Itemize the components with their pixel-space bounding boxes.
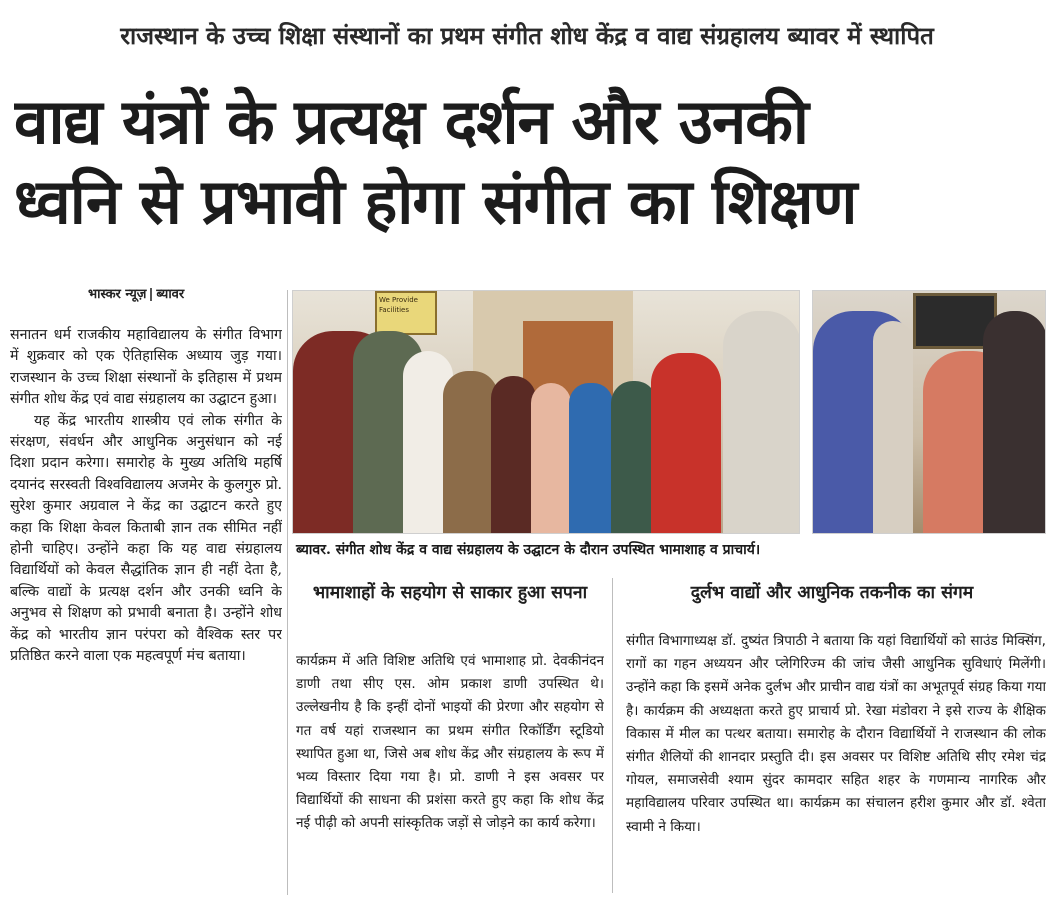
byline-place: ब्यावर — [156, 287, 185, 302]
section-heading-right: दुर्लभ वाद्यों और आधुनिक तकनीक का संगम — [690, 583, 974, 603]
article-mid-column: कार्यक्रम में अति विशिष्ट अतिथि एवं भामाशाह प्रो. देवकीनंदन डाणी तथा सीए एस. ओम प्रकाश डाणी उपस्थित थे। उल्लेखनीय है कि इन्हीं दोनों भाइयों की प्रेरणा और सहयोग से गत वर्ष यहां राजस्थान का प्रथम संगीत रिकॉर्डिंग स्टूडियो स्थापित हुआ था, जिसे अब शोध केंद्र और संग्रहालय के रूप में भव्य विस्तार दिया गया है। प्रो. डाणी ने इस अवसर पर विद्यार्थियों की साधना की प्रशंसा करते हुए कहा कि शोध केंद्र नई पीढ़ी को अपनी सांस्कृतिक जड़ों से जोड़ने का कार्य करेगा। — [296, 653, 604, 832]
main-headline — [14, 82, 1044, 242]
group-photo — [292, 290, 800, 534]
headline-line-1: वाद्य यंत्रों के प्रत्यक्ष दर्शन और उनकी — [14, 85, 808, 158]
article-right-column: संगीत विभागाध्यक्ष डॉ. दुष्यंत त्रिपाठी ने बताया कि यहां विद्यार्थियों को साउंड मिक्सिंग, रागों का गहन अध्ययन और प्लेगिरिज्म की जांच जैसी आधुनिक सुविधाएं मिलेंगी। उन्होंने कहा कि इसमें अनेक दुर्लभ और प्राचीन वाद्य यंत्रों का अभूतपूर्व संग्रह किया गया है। कार्यक्रम की अध्यक्षता करते हुए प्राचार्य प्रो. रेखा मंडोवरा ने इसे राज्य के शैक्षिक विकास में मील का पत्थर बताया। समारोह के दौरान विद्यार्थियों ने राजस्थान की लोक संगीत शैलियों की शानदार प्रस्तुति दी। इस अवसर पर विशिष्ट अतिथि सीए रमेश चंद्र गोयल, समाजसेवी श्याम सुंदर कामदार सहित शहर के गणमान्य नागरिक और महाविद्यालय परिवार उपस्थित था। कार्यक्रम का संचालन हरीश कुमार और डॉ. श्वेता स्वामी ने किया। — [626, 633, 1046, 835]
person — [569, 383, 613, 534]
section-heading-mid: भामाशाहों के सहयोग से साकार हुआ सपना — [312, 583, 588, 603]
article-paragraph: सनातन धर्म राजकीय महाविद्यालय के संगीत विभाग में शुक्रवार को एक ऐतिहासिक अध्याय जुड़ गया। राजस्थान के उच्च शिक्षा संस्थानों के इतिहास में प्रथम संगीत शोध केंद्र एवं वाद्य संग्रहालय का उद्घाटन हुआ। — [10, 327, 282, 408]
column-divider — [612, 578, 613, 893]
person — [873, 321, 913, 534]
plaque-photo — [812, 290, 1046, 534]
byline — [88, 284, 288, 306]
person — [491, 376, 536, 534]
person — [531, 383, 571, 534]
wall-sign: We Provide Facilities — [375, 291, 437, 335]
column-divider — [287, 290, 288, 895]
kicker-headline: राजस्थान के उच्च शिक्षा संस्थानों का प्रथम संगीत शोध केंद्र व वाद्य संग्रहालय ब्यावर में स्थापित — [120, 21, 934, 50]
headline-line-2: ध्वनि से प्रभावी होगा संगीत का शिक्षण — [14, 165, 857, 238]
person — [443, 371, 498, 534]
photo-caption: ब्यावर. संगीत शोध केंद्र व वाद्य संग्रहालय के उद्घाटन के दौरान उपस्थित भामाशाह व प्राचार्य। — [296, 542, 761, 558]
article-left-column — [10, 325, 282, 895]
byline-divider — [150, 288, 152, 301]
article-paragraph: यह केंद्र भारतीय शास्त्रीय एवं लोक संगीत के संरक्षण, संवर्धन और आधुनिक अनुसंधान को नई दिशा प्रदान करेगा। समारोह के मुख्य अतिथि महर्षि दयानंद सरस्वती विश्वविद्यालय अजमेर के कुलगुरु प्रो. सुरेश कुमार अग्रवाल ने केंद्र का उद्घाटन करते हुए कहा कि शिक्षा केवल किताबी ज्ञान तक सीमित नहीं होनी चाहिए। उन्होंने कहा कि यह वाद्य संग्रहालय विद्यार्थियों को केवल सैद्धांतिक ज्ञान ही नहीं देता है, बल्कि वाद्यों के प्रत्यक्ष दर्शन और उनकी ध्वनि के अनुभव से शिक्षण को प्रभावी बनाता है। उन्होंने शोध केंद्र को भारतीय ज्ञान परंपरा को वैश्विक स्तर पर प्रतिष्ठित करने वाला एक महत्वपूर्ण मंच बताया। — [10, 412, 282, 665]
person — [651, 353, 721, 534]
person — [723, 311, 800, 534]
byline-agency: भास्कर न्यूज़ — [88, 287, 147, 302]
person — [983, 311, 1046, 534]
